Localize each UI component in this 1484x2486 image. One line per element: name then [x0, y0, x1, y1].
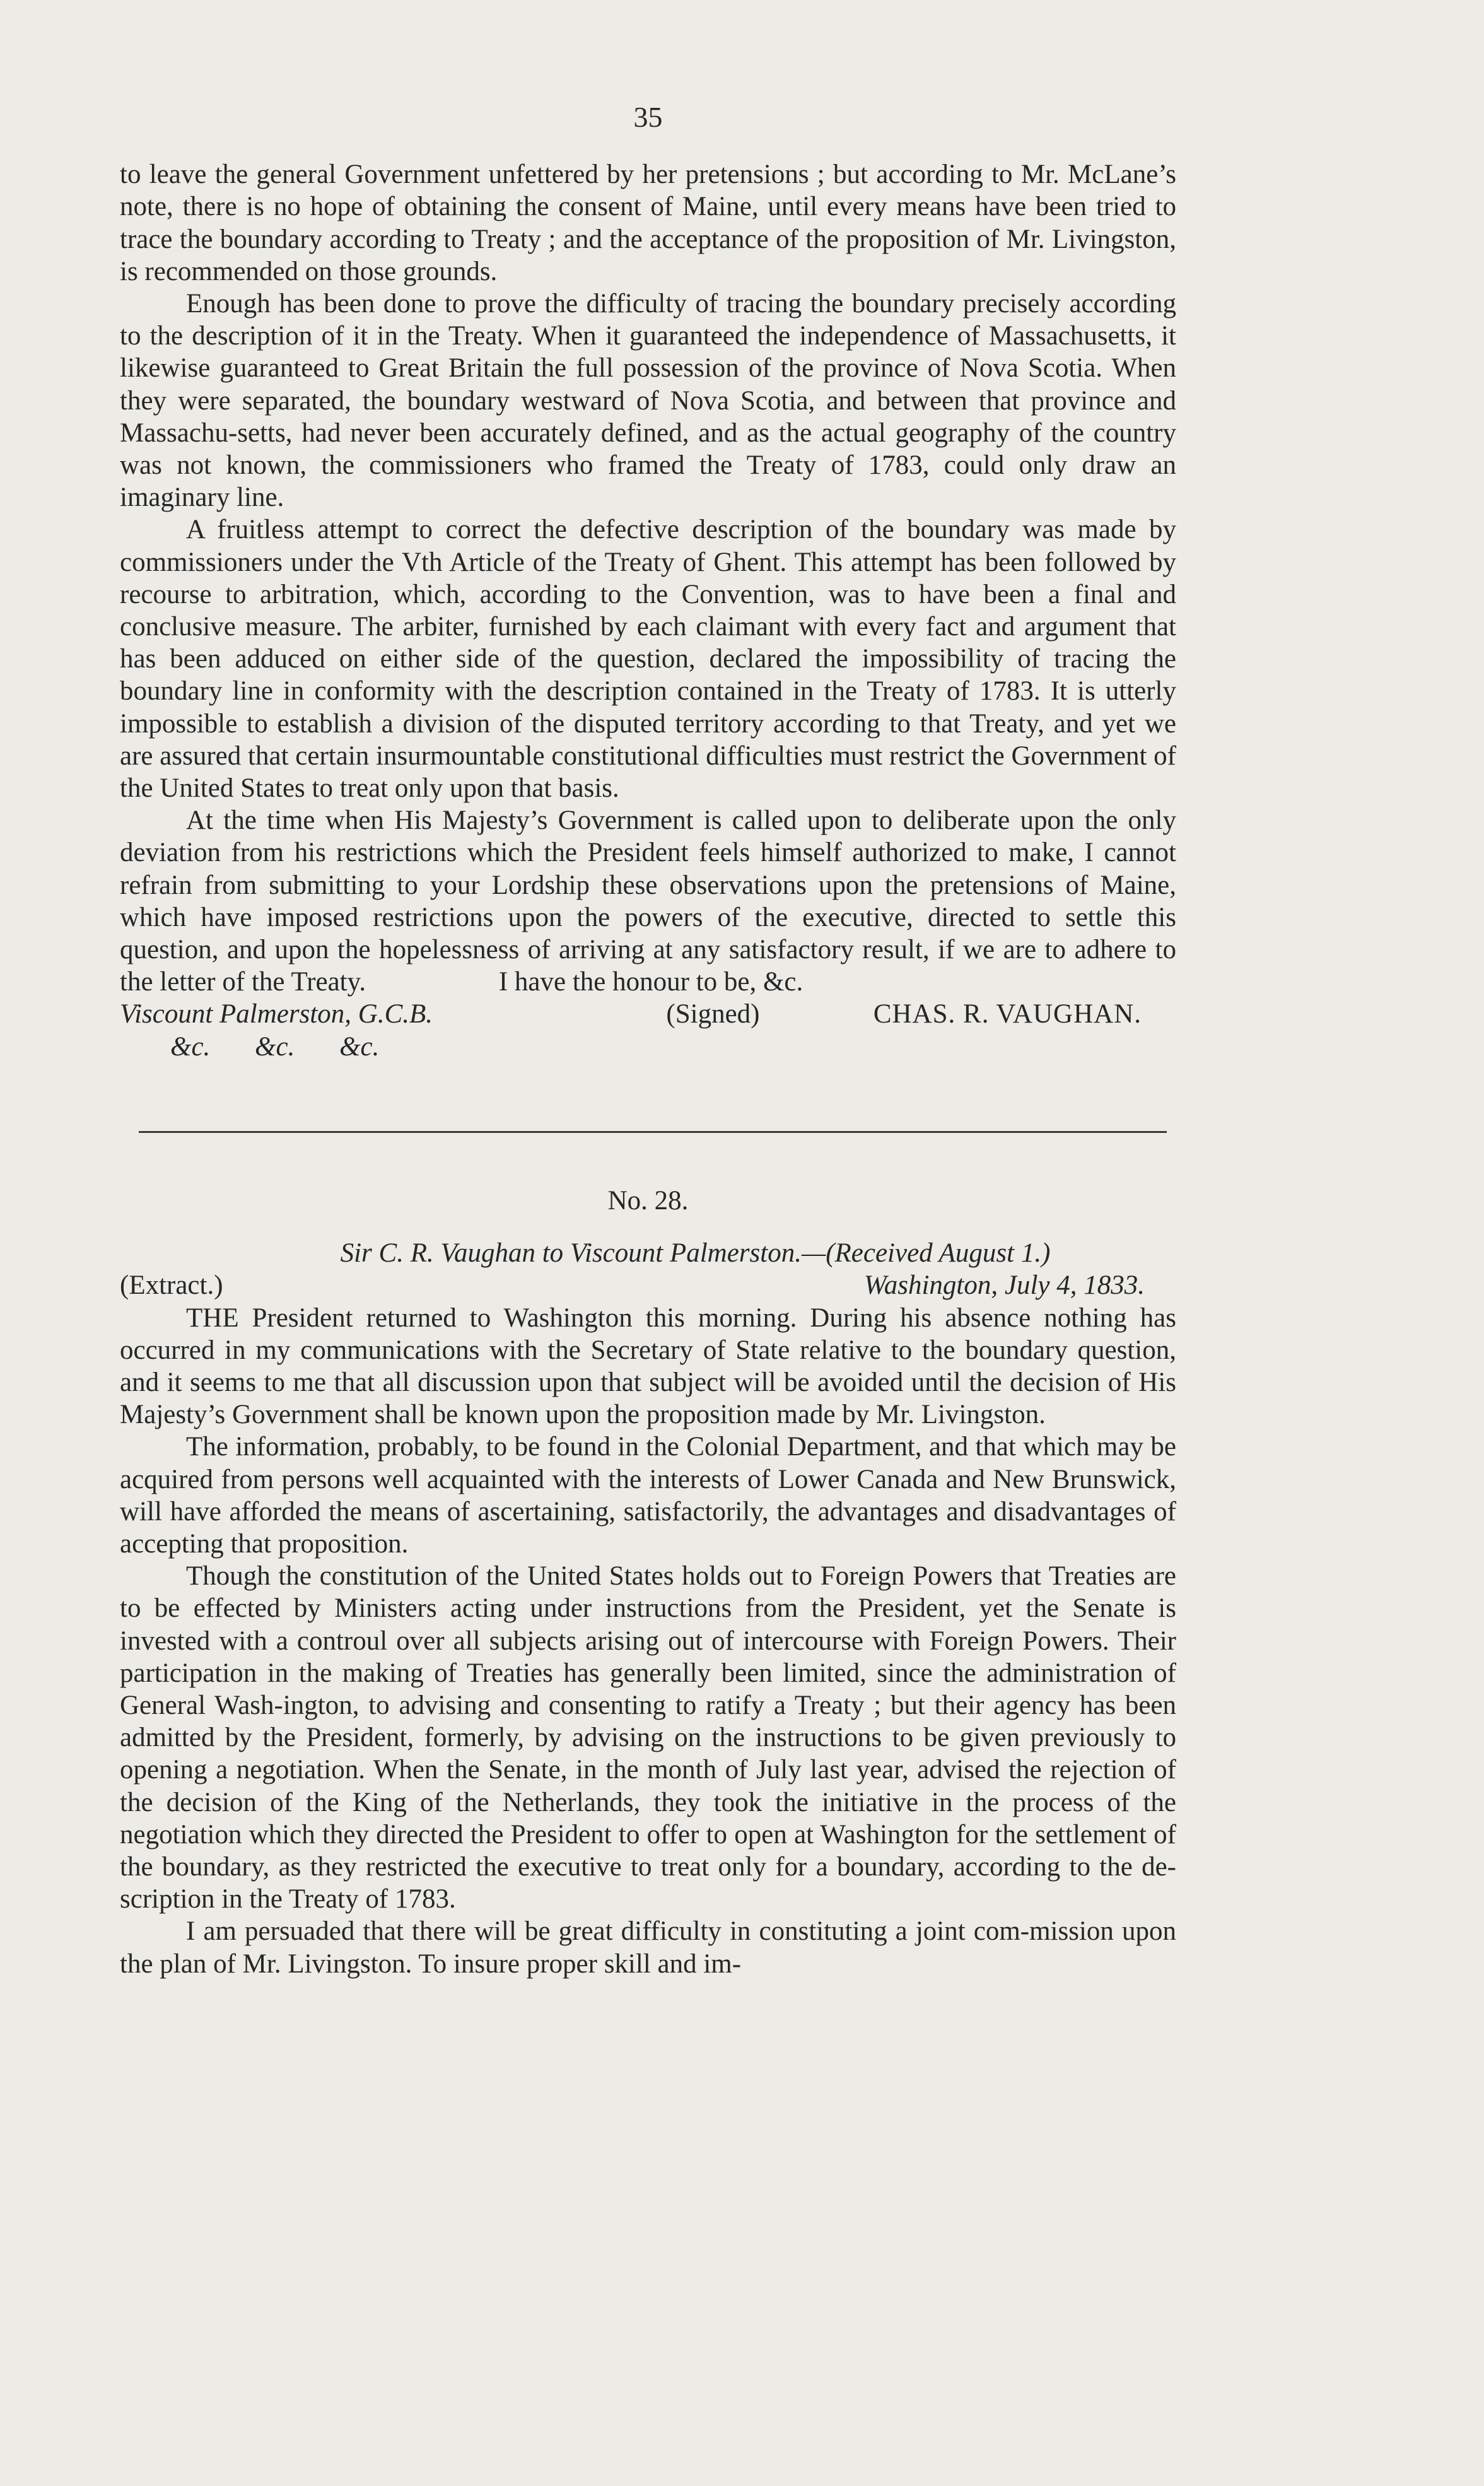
closing-line: I have the honour to be, &c.	[498, 967, 803, 997]
paragraph: A fruitless attempt to correct the defective description of the boundary was made by commissioners under the Vth Article of the Treaty of Ghent. This attempt has been followed by recourse to arbitration, which, according to the Convention, was to have been a final and conclusive measure. The arbiter, furnished by each claimant with every fact and argument that has been adduced on either side of the question, declared the impossibility of tracing the boundary line in conformity with the description contained in the Treaty of 1783. It is utterly impossible to establish a division of the disputed territory according to that Treaty, and yet we are assured that certain insurmountable constitutional difficulties must restrict the Government of the United States to treat only upon that basis.	[120, 515, 1176, 804]
signed-label: (Signed)	[666, 999, 760, 1029]
paragraph: I am persuaded that there will be great difficulty in constituting a joint com-mission upon the plan of Mr. Livingston. To insure proper skill and im-	[120, 1916, 1176, 1979]
paragraph: to leave the general Government unfettered by her pretensions ; but according to Mr. McLane’s note, there is no hope of obtaining the consent of Maine, until every means have been tried to trace the boundary according to Treaty ; and the acceptance of the proposition of Mr. Livingston, is recommended on those grounds.	[120, 160, 1176, 286]
paragraph: Though the constitution of the United States holds out to Foreign Powers that Treaties are to be effected by Ministers acting under instructions from the President, yet the Senate is invested with a controul over all subjects arising out of intercourse with Foreign Powers. Their participation in the making of Treaties has generally been limited, since the administration of General Wash-ington, to advising and consenting to ratify a Treaty ; but their agency has been admitted by the President, formerly, by advising on the instructions to be given previously to opening a negotiation. When the Senate, in the month of July last year, advised the rejection of the decision of the King of the Netherlands, they took the initiative in the process of the negotiation which they directed the President to offer to open at Washington for the settlement of the boundary, as they restricted the executive to treat only for a boundary, according to the de-scription in the Treaty of 1783.	[120, 1561, 1176, 1914]
page-number: 35	[633, 101, 663, 133]
addressee: Viscount Palmerston, G.C.B.	[120, 999, 433, 1029]
section-divider	[139, 1131, 1167, 1133]
document-number: No. 28.	[607, 1185, 689, 1216]
paragraph: The information, probably, to be found in the Colonial Department, and that which may be acquired from persons well acquainted with the interests of Lower Canada and New Brunswick, will have afforded the means of ascertaining, satisfactorily, the advantages and disadvantages of accepting that proposition.	[120, 1432, 1176, 1559]
place-date: Washington, July 4, 1833.	[863, 1270, 1145, 1301]
signature-line	[120, 998, 1176, 1030]
signature: CHAS. R. VAUGHAN.	[873, 999, 1142, 1029]
paragraph: Enough has been done to prove the difficulty of tracing the boundary precisely according to the description of it in the Treaty. When it guaranteed the independence of Massachusetts, it likewise guaranteed to Great Britain the full possession of the province of Nova Scotia. When they were separated, the boundary westward of Nova Scotia, and between that province and Massachu-setts, had never been accurately defined, and as the actual geography of the country was not known, the commissioners who framed the Treaty of 1783, could only draw an imaginary line.	[120, 289, 1176, 513]
etc-line: &c. &c. &c.	[170, 1031, 380, 1062]
paragraph-text: At the time when His Majesty’s Government is called upon to deliberate upon the only deviation from his restrictions which the President feels himself authorized to make, I cannot refrain from submitting to your Lordship these observations upon the pretensions of Maine, which have imposed restrictions upon the powers of the executive, directed to settle this question, and upon the hopelessness of arriving at any satisfactory result, if we are to adhere to the letter of the Treaty.	[120, 806, 1176, 997]
paragraph: THE President returned to Washington this morning. During his absence nothing has occurred in my communications with the Secretary of State relative to the boundary question, and it seems to me that all discussion upon that subject will be avoided until the decision of His Majesty’s Government shall be known upon the proposition made by Mr. Livingston.	[120, 1303, 1176, 1430]
extract-line	[120, 1269, 1176, 1301]
document-page	[120, 101, 1176, 1980]
letter-title: Sir C. R. Vaughan to Viscount Palmerston.—(Received August 1.)	[340, 1238, 1051, 1269]
paragraph	[120, 804, 1176, 998]
extract-label: (Extract.)	[120, 1270, 223, 1301]
